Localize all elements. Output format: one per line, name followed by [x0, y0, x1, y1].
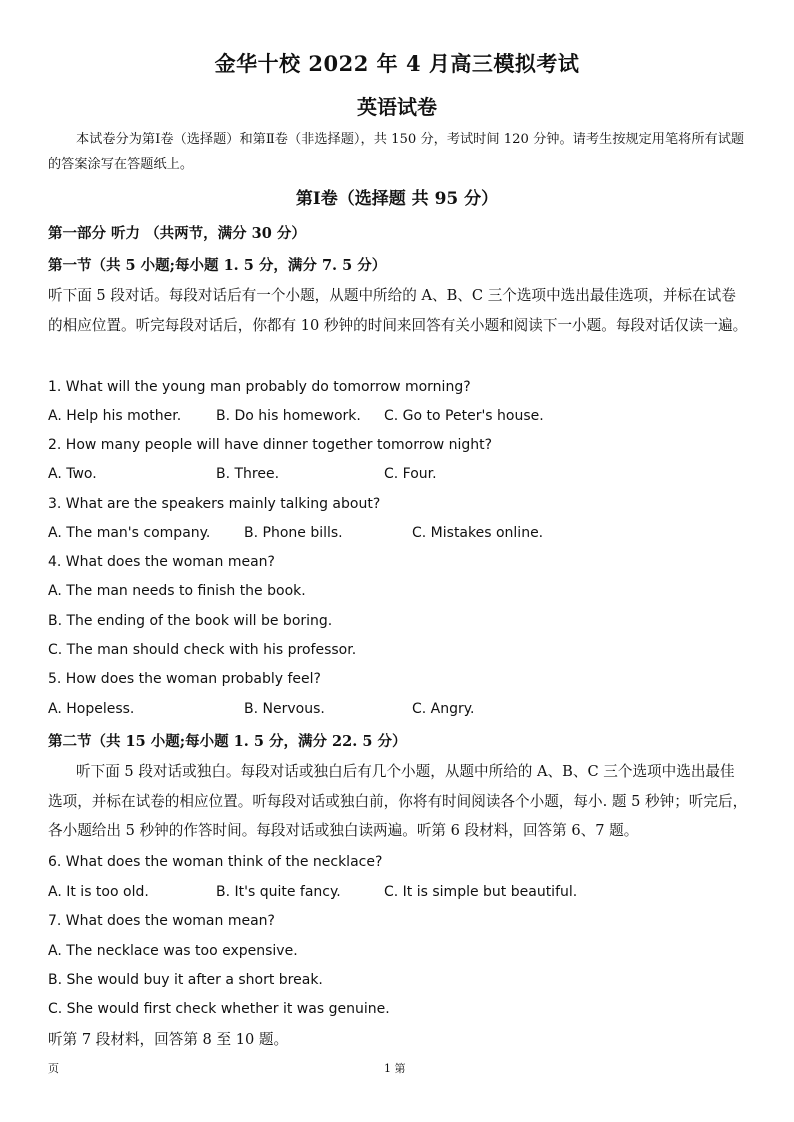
exam-subtitle: 英语试卷 — [357, 95, 437, 119]
q1-option-b: B. Do his homework. — [216, 408, 361, 424]
question-6: 6. What does the woman think of the necklace? — [48, 854, 383, 870]
q3-option-b: B. Phone bills. — [244, 525, 343, 541]
q1-option-c: C. Go to Peter's house. — [384, 408, 544, 424]
section2-instructions: 听下面 5 段对话或独白。每段对话或独白后有几个小题，从题中所给的 A、B、C 三个选项中选出最佳选项，并标在试卷的相应位置。听每段对话或独白前，你将有时间阅读各个小题，每小. 题 5 秒钟；听完后，各小题给出 5 秒钟的作答时间。每段对话或独白读两遍。听第 6 段材料，回答第 6、7 题。 — [48, 763, 748, 839]
section1-heading: 第一节（共 5 小题;每小题 1. 5 分，满分 7. 5 分） — [48, 257, 387, 274]
q6-option-c: C. It is simple but beautiful. — [384, 884, 578, 900]
q4-option-a: A. The man needs to finish the book. — [48, 583, 306, 599]
q5-option-a: A. Hopeless. — [48, 701, 135, 717]
question-4: 4. What does the woman mean? — [48, 554, 275, 570]
footer-left: 页 — [48, 1062, 59, 1075]
exam-title: 金华十校 2022 年 4 月高三模拟考试 — [214, 51, 580, 76]
q2-option-a: A. Two. — [48, 466, 97, 482]
exam-intro: 本试卷分为第Ⅰ卷（选择题）和第Ⅱ卷（非选择题），共 150 分，考试时间 120 分钟。请考生按规定用笔将所有试题的答案涂写在答题纸上。 — [48, 132, 745, 172]
q7-option-a: A. The necklace was too expensive. — [48, 943, 298, 959]
q2-option-b: B. Three. — [216, 466, 280, 482]
q2-option-c: C. Four. — [384, 466, 437, 482]
q3-option-a: A. The man's company. — [48, 525, 211, 541]
q4-option-c: C. The man should check with his professor. — [48, 642, 357, 658]
q7-option-c: C. She would first check whether it was genuine. — [48, 1001, 390, 1017]
question-5: 5. How does the woman probably feel? — [48, 671, 321, 687]
volume-title: 第Ⅰ卷（选择题 共 95 分） — [295, 189, 499, 209]
q7-option-b: B. She would buy it after a short break. — [48, 972, 323, 988]
section1-instructions: 听下面 5 段对话。每段对话后有一个小题，从题中所给的 A、B、C 三个选项中选出最佳选项，并标在试卷的相应位置。听完每段对话后，你都有 10 秒钟的时间来回答有关小题和阅读下一小题。每段对话仅读一遍。 — [48, 287, 748, 334]
q6-option-a: A. It is too old. — [48, 884, 149, 900]
q6-option-b: B. It's quite fancy. — [216, 884, 341, 900]
section2-heading: 第二节（共 15 小题;每小题 1. 5 分，满分 22. 5 分） — [48, 733, 407, 750]
q5-option-b: B. Nervous. — [244, 701, 325, 717]
q1-option-a: A. Help his mother. — [48, 408, 182, 424]
q5-option-c: C. Angry. — [412, 701, 475, 717]
question-7: 7. What does the woman mean? — [48, 913, 275, 929]
q3-option-c: C. Mistakes online. — [412, 525, 544, 541]
next-material-note: 听第 7 段材料，回答第 8 至 10 题。 — [48, 1031, 289, 1048]
footer-page-number: 1 第 — [384, 1062, 406, 1075]
part1-heading: 第一部分 听力 （共两节，满分 30 分） — [48, 225, 306, 242]
q4-option-b: B. The ending of the book will be boring. — [48, 613, 333, 629]
question-1: 1. What will the young man probably do tomorrow morning? — [48, 379, 471, 395]
question-3: 3. What are the speakers mainly talking about? — [48, 496, 381, 512]
question-2: 2. How many people will have dinner together tomorrow night? — [48, 437, 493, 453]
